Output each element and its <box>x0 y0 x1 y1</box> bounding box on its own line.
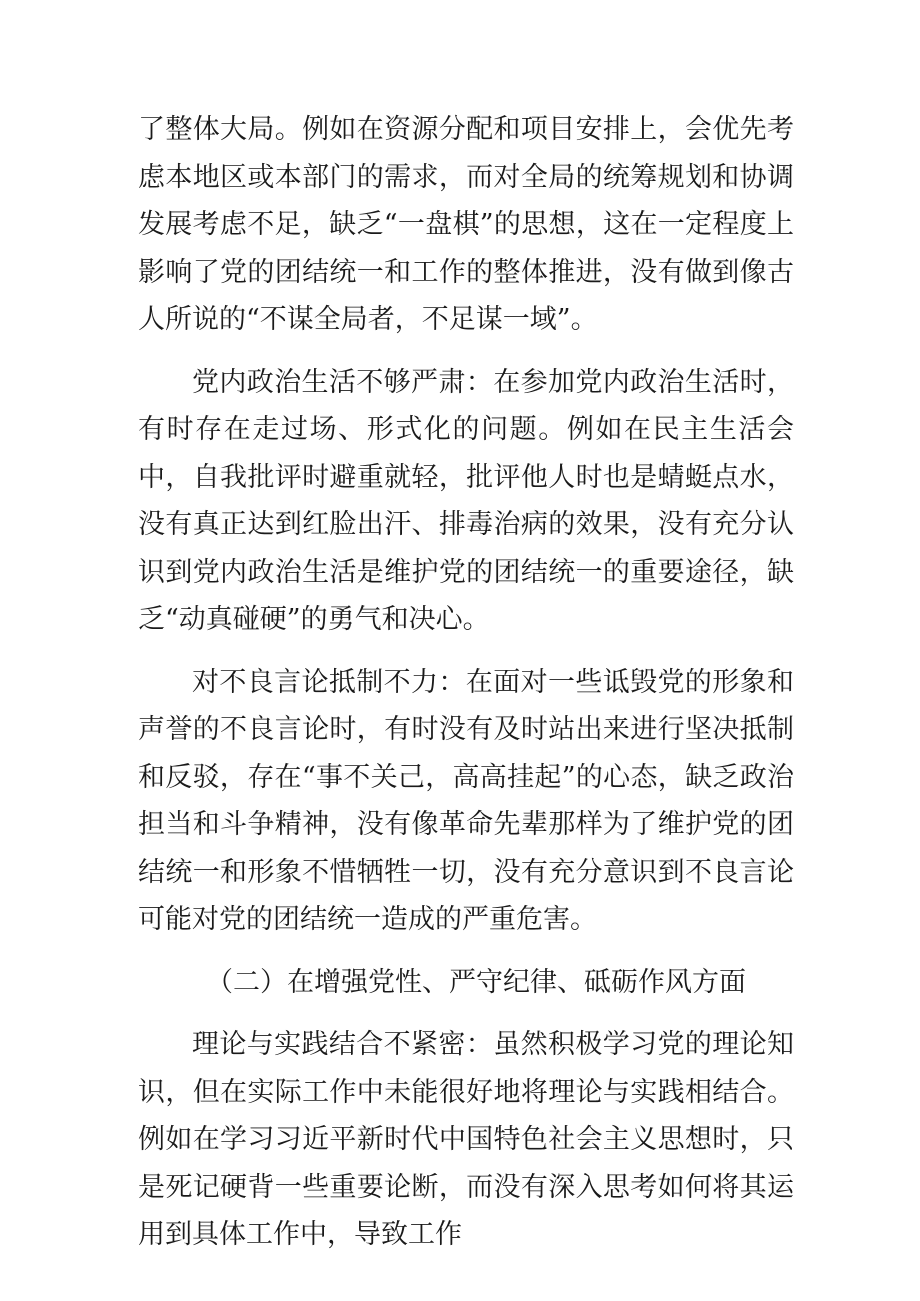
section-heading: （二）在增强党性、严守纪律、砥砺作风方面 <box>206 966 746 998</box>
paragraph-continued: 了整体大局。例如在资源分配和项目安排上，会优先考虑本地区或本部门的需求，而对全局的统筹规划和协调发展考虑不足，缺乏“一盘棋”的思想，这在一定程度上影响了党的团结统一和工作的整体推进，没有做到像古人所说的“不谋全局者，不足谋一域”。 <box>138 114 794 335</box>
paragraph-theory-practice: 理论与实践结合不紧密：虽然积极学习党的理论知识，但在实际工作中未能很好地将理论与实践相结合。例如在学习习近平新时代中国特色社会主义思想时，只是死记硬背一些重要论断，而没有深入思考如何将其运用到具体工作中，导致工作 <box>138 1029 794 1250</box>
paragraph-bad-speech: 对不良言论抵制不力：在面对一些诋毁党的形象和声誉的不良言论时，有时没有及时站出来进行坚决抵制和反驳，存在“事不关己，高高挂起”的心态，缺乏政治担当和斗争精神，没有像革命先辈那样为了维护党的团结统一和形象不惜牺牲一切，没有充分意识到不良言论可能对党的团结统一造成的严重危害。 <box>138 666 794 935</box>
document-body <box>138 106 794 1259</box>
paragraph-party-political-life: 党内政治生活不够严肃：在参加党内政治生活时，有时存在走过场、形式化的问题。例如在民主生活会中，自我批评时避重就轻，批评他人时也是蜻蜓点水，没有真正达到红脸出汗、排毒治病的效果，没有充分认识到党内政治生活是维护党的团结统一的重要途径，缺乏“动真碰硬”的勇气和决心。 <box>138 366 794 635</box>
